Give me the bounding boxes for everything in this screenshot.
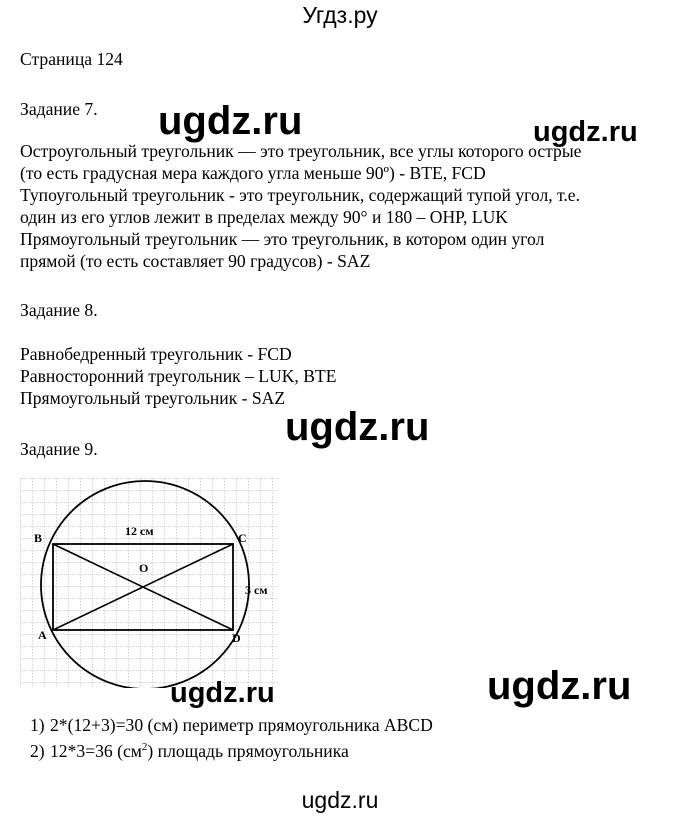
task8-line: Прямоугольный треугольник - SAZ [20,388,286,408]
task7-line: Прямоугольный треугольник — это треугольник, в котором один угол [20,229,545,249]
task7-line: один из его углов лежит в пределах между 90° и 180 – OHP, LUK [20,207,508,227]
task8-line: Равнобедренный треугольник - FCD [20,344,292,364]
list-item [30,736,433,762]
watermark: ugdz.ru [487,664,632,708]
list-number: 2) [30,740,45,761]
watermark: ugdz.ru [158,99,303,143]
label-o: O [139,561,149,575]
list-item [30,714,433,736]
list-text: 2*(12+3)=30 (см) периметр прямоугольника ABCD [50,715,433,735]
list-text-pre: 12*3=36 (см [50,740,142,761]
rectangle-figure [20,478,278,688]
task8-line: Равносторонний треугольник – LUK, BTE [20,366,337,386]
task9-title: Задание 9. [20,439,98,459]
grid-background [20,478,278,688]
solution-list [30,714,433,762]
task7-line: Остроугольный треугольник — это треугольник, все углы которого острые [20,141,582,161]
footer-watermark[interactable]: ugdz.ru [301,787,379,813]
watermark: ugdz.ru [285,405,430,449]
label-a: A [38,628,47,642]
task7-line: Тупоугольный треугольник - это треугольник, содержащий тупой угол, т.е. [20,185,581,205]
task7-line: прямой (то есть составляет 90 градусов) - SAZ [20,251,371,271]
superscript: 2 [141,741,148,753]
list-number: 1) [30,715,45,735]
task8-title: Задание 8. [20,300,98,320]
site-title[interactable]: Угдз.ру [302,2,378,28]
watermark: ugdz.ru [533,116,638,148]
label-c: C [238,531,247,545]
page-label: Страница 124 [20,49,123,69]
list-text-post: ) площадь прямоугольника [147,740,349,761]
task7-line: (то есть градусная мера каждого угла меньше 90º) - BTE, FCD [20,163,486,183]
label-d: D [232,631,241,645]
height-label: 3 см [245,583,268,597]
label-b: B [34,531,43,545]
width-label: 12 см [125,524,154,538]
watermark: ugdz.ru [170,677,275,709]
task7-title: Задание 7. [20,99,98,119]
